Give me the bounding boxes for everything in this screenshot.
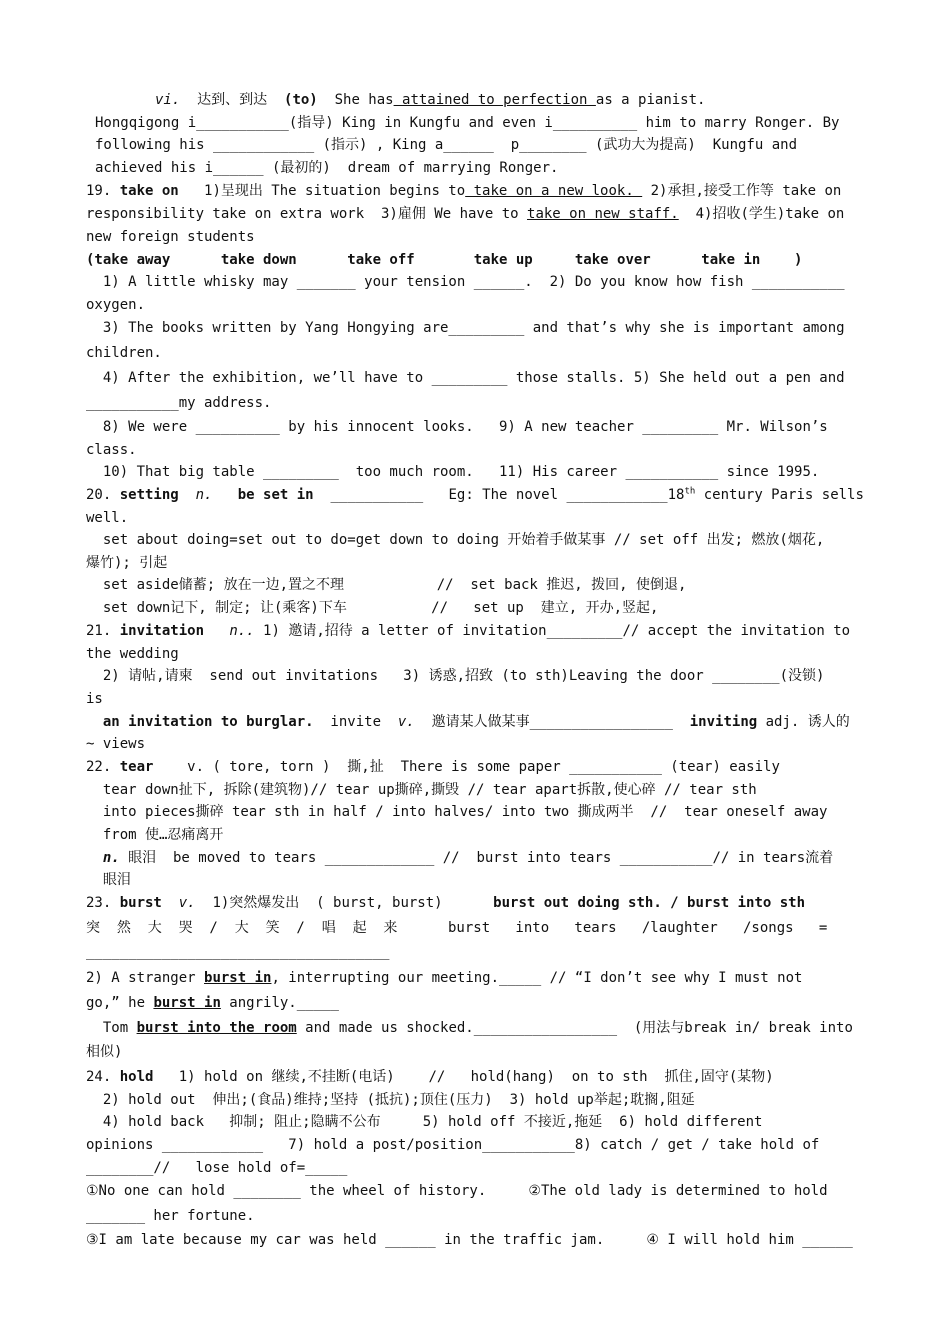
- line-9: oxygen.: [86, 297, 146, 313]
- line-34: 眼泪: [86, 872, 131, 888]
- line-1: Hongqigong i___________(指导) King in Kungfu and even i__________ him to marry Ronger. By: [95, 115, 840, 131]
- line-10: 3) The books written by Yang Hongying are_________ and that’s why she is important among: [86, 320, 845, 336]
- line-31: into pieces撕碎 tear sth in half / into halves/ into two 撕成两半 // tear oneself away: [86, 804, 828, 820]
- line-47: ①No one can hold ________ the wheel of history. ②The old lady is determined to hold: [86, 1183, 828, 1199]
- line-24: the wedding: [86, 646, 179, 662]
- line-36: 突 然 大 哭 / 大 笑 / 唱 起 来 burst into tears /laughter /songs =: [86, 920, 828, 936]
- line-27: an invitation to burglar. invite v. 邀请某人做某事_________________ inviting adj. 诱人的: [102, 714, 850, 730]
- line-49: ③I am late because my car was held ______ in the traffic jam. ④ I will hold him ______: [86, 1232, 853, 1248]
- line-46: ________// lose hold of=_____: [86, 1160, 348, 1176]
- line-33: n. 眼泪 be moved to tears _____________ // burst into tears ___________// in tears流着: [102, 850, 834, 866]
- line-39: go,” he burst in angrily._____: [86, 995, 339, 1011]
- line-13: ___________my address.: [86, 395, 272, 411]
- line-30: tear down扯下, 拆除(建筑物)// tear up撕碎,撕毁 // tear apart拆散,使心碎 // tear sth: [86, 782, 757, 798]
- line-23: 21. invitation n.. 1) 邀请,招待 a letter of invitation_________// accept the invitation to: [86, 623, 851, 639]
- line-41: 相似): [86, 1044, 123, 1060]
- line-32: from 使…忍痛离开: [86, 827, 224, 843]
- line-15: class.: [86, 442, 137, 458]
- line-28: ~ views: [86, 736, 146, 752]
- line-5: responsibility take on extra work 3)雇佣 We have to take on new staff. 4)招收(学生)take on: [86, 206, 845, 222]
- line-3: achieved his i______ (最初的) dream of marrying Ronger.: [95, 160, 559, 176]
- line-26: is: [86, 691, 103, 707]
- line-4: 19. take on 1)呈现出 The situation begins to take on a new look. 2)承担,接受工作等 take on: [86, 183, 842, 199]
- line-48: _______ her fortune.: [86, 1208, 255, 1224]
- line-11: children.: [86, 345, 162, 361]
- line-18: well.: [86, 510, 129, 526]
- line-35: 23. burst v. 1)突然爆发出 ( burst, burst) burst out doing sth. / burst into sth: [86, 895, 806, 911]
- line-0: vi. 达到、到达 (to) She has attained to perfection as a pianist.: [155, 92, 706, 108]
- line-8: 1) A little whisky may _______ your tension ______. 2) Do you know how fish ___________: [86, 274, 845, 290]
- line-20: 爆竹); 引起: [86, 555, 168, 571]
- line-37: ____________________________________: [86, 944, 390, 960]
- line-22: set down记下, 制定; 让(乘客)下车 // set up 建立, 开办,竖起,: [86, 600, 659, 616]
- line-44: 4) hold back 抑制; 阻止;隐瞒不公布 5) hold off 不接近,拖延 6) hold different: [86, 1114, 763, 1130]
- line-40: Tom burst into the room and made us shocked._________________ (用法与break in/ break into: [86, 1020, 853, 1036]
- line-19: set about doing=set out to do=get down to doing 开始着手做某事 // set off 出发; 燃放(烟花,: [86, 532, 825, 548]
- line-29: 22. tear v. ( tore, torn ) 撕,扯 There is some paper ___________ (tear) easily: [86, 759, 780, 775]
- line-14: 8) We were __________ by his innocent looks. 9) A new teacher _________ Mr. Wilson’s: [86, 419, 828, 435]
- line-7: (take away take down take off take up take over take in ): [86, 252, 803, 268]
- line-16: 10) That big table _________ too much room. 11) His career ___________ since 1995.: [86, 464, 820, 480]
- line-12: 4) After the exhibition, we’ll have to _________ those stalls. 5) She held out a pen and: [86, 370, 845, 386]
- line-38: 2) A stranger burst in, interrupting our meeting._____ // “I don’t see why I must not: [86, 970, 803, 986]
- line-17: 20. setting n. be set in ___________ Eg: The novel ____________18th century Paris sells: [86, 486, 864, 503]
- line-2: following his ____________ (指示) , King a______ p________ (武功大为提高) Kungfu and: [95, 137, 798, 153]
- line-6: new foreign students: [86, 229, 255, 245]
- line-42: 24. hold 1) hold on 继续,不挂断(电话) // hold(hang) on to sth 抓住,固守(某物): [86, 1069, 774, 1085]
- line-21: set aside储蓄; 放在一边,置之不理 // set back 推迟, 拨回, 使倒退,: [86, 577, 687, 593]
- line-25: 2) 请帖,请柬 send out invitations 3) 诱惑,招致 (to sth)Leaving the door ________(没锁): [86, 668, 825, 684]
- line-43: 2) hold out 伸出;(食品)维持;坚持 (抵抗);顶住(压力) 3) hold up举起;耽搁,阻延: [86, 1092, 695, 1108]
- line-45: opinions ____________ 7) hold a post/position___________8) catch / get / take hold of: [86, 1137, 820, 1153]
